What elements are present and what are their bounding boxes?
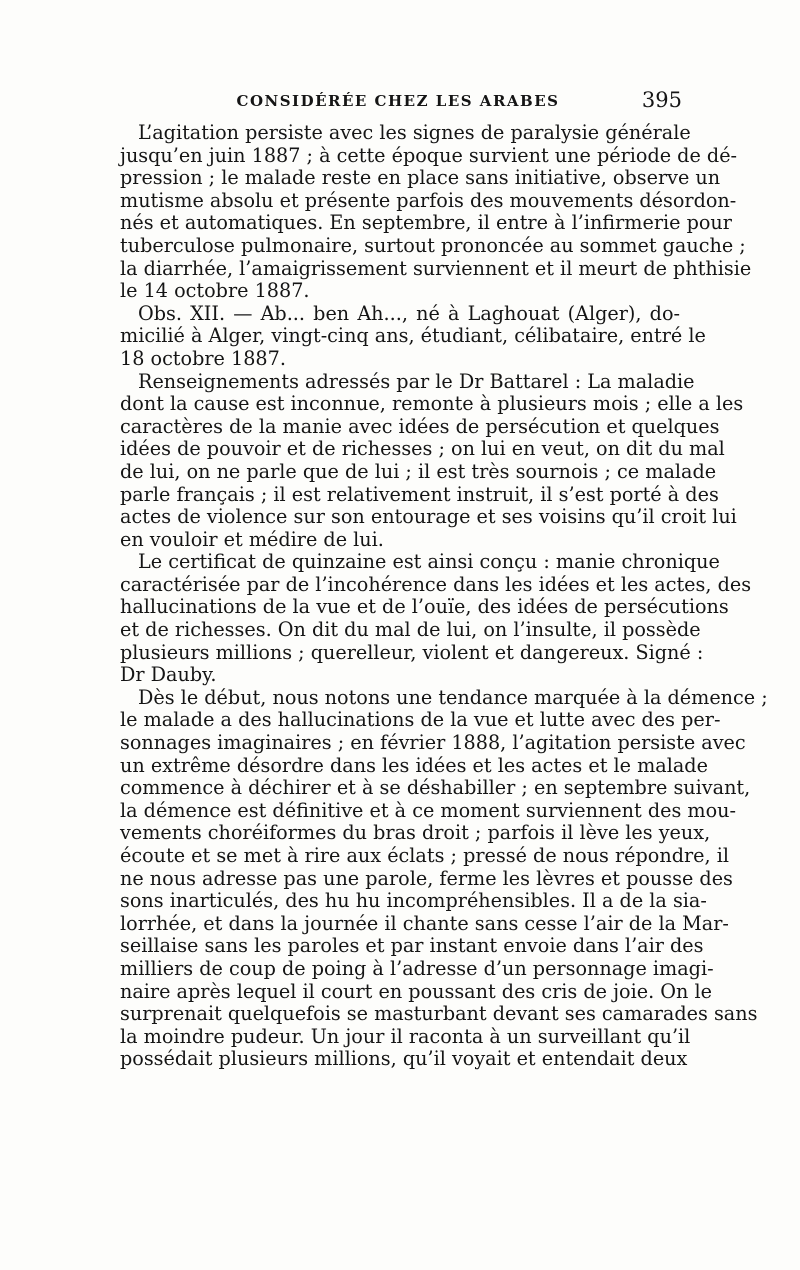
text-line: mutisme absolu et présente parfois des mouvements désordon- [120, 188, 737, 212]
text-line: pression ; le malade reste en place sans initiative, observe un [120, 166, 721, 190]
text-line: jusqu’en juin 1887 ; à cette époque survient une période de dé- [120, 143, 738, 167]
text-line: Dr Dauby. [120, 663, 217, 687]
paragraph [120, 550, 752, 687]
text-line: naire après lequel il court en poussant des cris de joie. On le [120, 979, 712, 1003]
text-line: tuberculose pulmonaire, surtout prononcée au sommet gauche ; [120, 233, 746, 257]
text-line: le malade a des hallucinations de la vue et lutte avec des per- [120, 708, 721, 732]
text-line: Dès le début, nous notons une tendance marquée à la démence ; [138, 685, 768, 709]
text-line: hallucinations de la vue et de l’ouïe, des idées de persécutions [120, 595, 729, 619]
text-line: micilié à Alger, vingt-cinq ans, étudiant, célibataire, entré le [120, 324, 706, 348]
text-line: lorrhée, et dans la journée il chante sans cesse l’air de la Mar- [120, 911, 729, 935]
paragraph [120, 369, 744, 552]
text-line: Obs. XII. — Ab... ben Ah..., né à Laghouat (Alger), do- [138, 301, 680, 325]
text-line: la démence est définitive et à ce moment surviennent des mou- [120, 798, 736, 822]
text-line: en vouloir et médire de lui. [120, 527, 384, 551]
paragraph [120, 301, 706, 371]
body-text [120, 121, 768, 1071]
text-line: actes de violence sur son entourage et ses voisins qu’il croit lui [120, 505, 737, 529]
text-line: un extrême désordre dans les idées et les actes et le malade [120, 753, 708, 777]
text-line: L’agitation persiste avec les signes de paralysie générale [138, 121, 691, 144]
text-line: de lui, on ne parle que de lui ; il est très sournois ; ce malade [120, 459, 717, 483]
text-line: idées de pouvoir et de richesses ; on lui en veut, on dit du mal [120, 437, 725, 461]
text-line: ne nous adresse pas une parole, ferme les lèvres et pousse des [120, 866, 733, 890]
text-line: caractérisée par de l’incohérence dans les idées et les actes, des [120, 572, 752, 596]
text-line: commence à déchirer et à se déshabiller ; en septembre suivant, [120, 776, 751, 800]
text-line: possédait plusieurs millions, qu’il voyait et entendait deux [120, 1047, 688, 1071]
page-header [118, 88, 682, 118]
text-line: caractères de la manie avec idées de persécution et quelques [120, 414, 720, 438]
page-number: 395 [641, 88, 682, 112]
text-line: dont la cause est inconnue, remonte à plusieurs mois ; elle a les [120, 392, 744, 416]
text-line: et de richesses. On dit du mal de lui, on l’insulte, il possède [120, 618, 701, 642]
text-line: seillaise sans les paroles et par instant envoie dans l’air des [120, 934, 704, 958]
text-line: surprenait quelquefois se masturbant devant ses camarades sans [120, 1002, 758, 1026]
text-line: Renseignements adressés par le Dr Battarel : La maladie [138, 369, 695, 393]
text-line: sons inarticulés, des hu hu incompréhensibles. Il a de la sia- [120, 889, 707, 913]
text-line: Le certificat de quinzaine est ainsi conçu : manie chronique [138, 550, 720, 574]
text-line: écoute et se met à rire aux éclats ; pressé de nous répondre, il [120, 844, 729, 867]
text-line: 18 octobre 1887. [120, 346, 286, 370]
text-line: sonnages imaginaires ; en février 1888, l’agitation persiste avec [120, 731, 746, 755]
text-line: nés et automatiques. En septembre, il entre à l’infirmerie pour [120, 211, 732, 235]
running-title: CONSIDÉRÉE CHEZ LES ARABES [236, 92, 560, 110]
text-line: la moindre pudeur. Un jour il raconta à un surveillant qu’il [120, 1024, 691, 1048]
text-line: vements choréiformes du bras droit ; parfois il lève les yeux, [120, 821, 711, 845]
text-line: le 14 octobre 1887. [120, 279, 310, 303]
text-line: la diarrhée, l’amaigrissement surviennent et il meurt de phthisie [120, 256, 752, 280]
paragraph [120, 685, 768, 1071]
text-line: plusieurs millions ; querelleur, violent et dangereux. Signé : [120, 640, 704, 664]
text-line: milliers de coup de poing à l’adresse d’un personnage imagi- [120, 956, 714, 980]
paragraph [120, 121, 752, 303]
text-line: parle français ; il est relativement instruit, il s’est porté à des [120, 482, 719, 506]
